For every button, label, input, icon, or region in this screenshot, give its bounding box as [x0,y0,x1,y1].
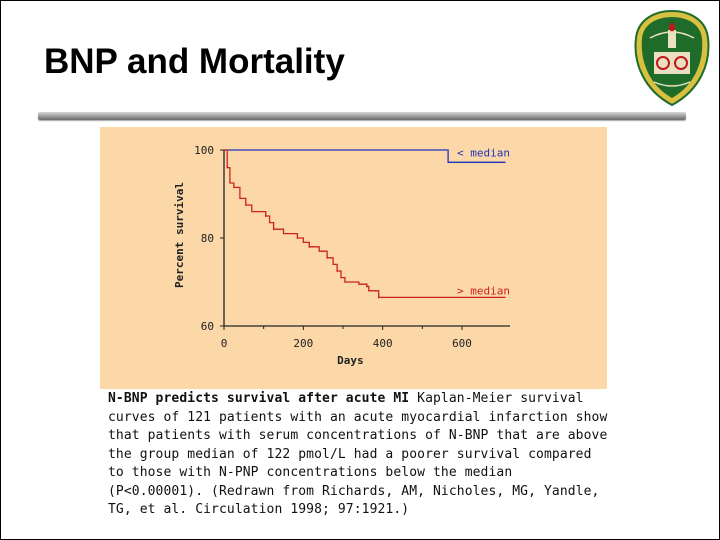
x-tick-label: 0 [220,337,228,350]
x-tick-label: 600 [452,337,472,350]
y-axis-title: Percent survival [173,182,186,288]
x-tick-label: 400 [372,337,393,350]
legend-label-above-median: > median [457,284,510,298]
y-tick-label: 80 [200,232,214,245]
title-divider [38,112,686,120]
y-tick-label: 60 [200,320,214,333]
x-axis-title: Days [337,354,364,367]
caption-lead: N-BNP predicts survival after acute MI [108,391,410,406]
caption-body: Kaplan-Meier survival curves of 121 patients with an acute myocardial infarction show that patients with serum concentrations of N-BNP that are above the group median of 122 pmol/L had a poorer survival compared to those with N-PNP concentrations below the median (P<0.00001). (Redrawn from Richards, AM, Nicholes, MG, Yandle, TG, et al. Circulation 1998; 97:1921.) [108,391,608,517]
survival-chart [100,127,607,389]
survival-figure-panel [100,127,607,389]
chart-axes [220,150,510,330]
series-line-above-median [224,150,506,297]
x-tick-label: 200 [293,337,314,350]
university-seal-logo [632,8,712,108]
legend-label-below-median: < median [457,146,510,160]
figure-caption [108,390,608,520]
y-tick-label: 100 [194,144,214,157]
slide-title: BNP and Mortality [44,42,345,81]
chart-series [224,150,506,298]
